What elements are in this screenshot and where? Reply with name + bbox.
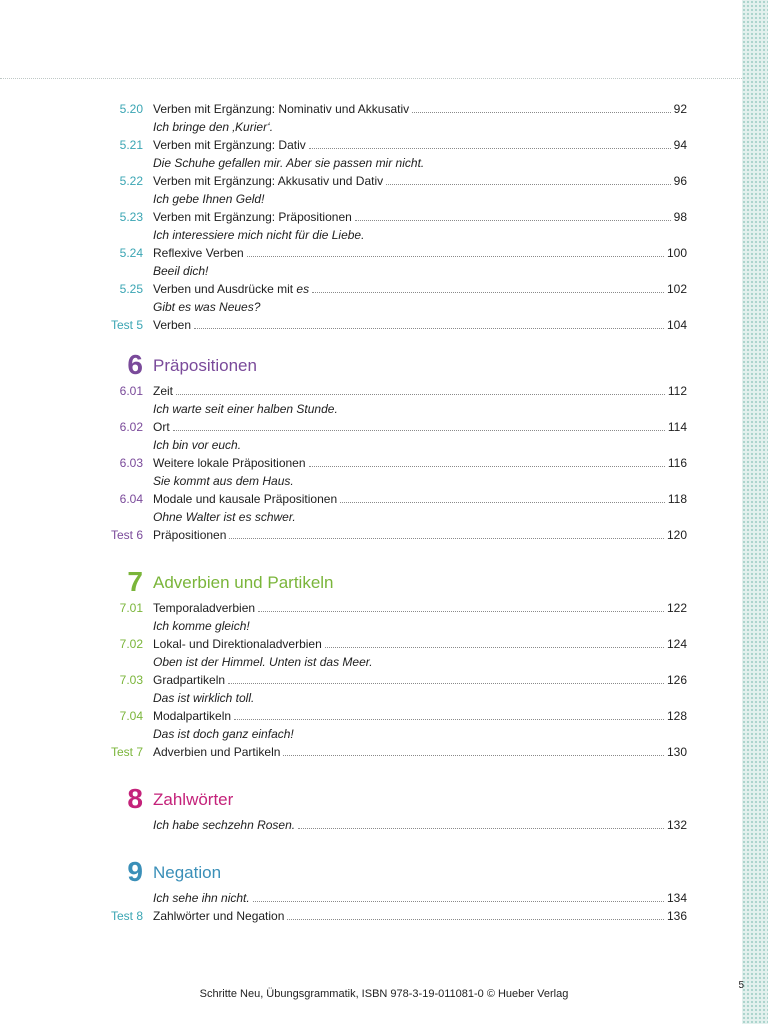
- entry-subtitle: Ich warte seit einer halben Stunde.: [153, 402, 338, 416]
- dot-leader: [234, 719, 664, 720]
- entry-page: 112: [667, 384, 687, 398]
- dot-leader: [386, 184, 671, 185]
- table-of-contents: [0, 100, 742, 925]
- entry-number: 5.23: [119, 210, 143, 224]
- entry-title: [153, 280, 312, 298]
- entry-page: 114: [667, 420, 687, 434]
- section-5-entries: [0, 100, 742, 334]
- entry-title: Ich habe sechzehn Rosen.: [153, 818, 296, 832]
- chapter-7-entries: [0, 599, 742, 761]
- entry-title: Temporaladverbien: [153, 601, 256, 615]
- dot-leader: [194, 328, 664, 329]
- chapter-9-heading[interactable]: [0, 855, 742, 889]
- entry-subtitle-row: [0, 190, 742, 208]
- entry-title: Ich sehe ihn nicht.: [153, 891, 250, 905]
- entry-page: 132: [666, 818, 687, 832]
- entry-title: Weitere lokale Präpositionen: [153, 456, 306, 470]
- toc-entry[interactable]: [0, 816, 742, 834]
- chapter-9-entries: [0, 889, 742, 925]
- entry-number: 5.22: [119, 174, 143, 188]
- chapter-6-entries: [0, 382, 742, 544]
- toc-entry[interactable]: [0, 635, 742, 653]
- entry-number: 7.04: [119, 709, 143, 723]
- entry-subtitle: Das ist doch ganz einfach!: [153, 727, 294, 741]
- entry-subtitle: Ohne Walter ist es schwer.: [153, 510, 296, 524]
- entry-subtitle-row: [0, 154, 742, 172]
- entry-title: Zahlwörter und Negation: [153, 909, 285, 923]
- entry-subtitle: Ich gebe Ihnen Geld!: [153, 192, 265, 206]
- toc-entry[interactable]: [0, 599, 742, 617]
- toc-entry[interactable]: [0, 244, 742, 262]
- toc-entry[interactable]: [0, 671, 742, 689]
- entry-subtitle-row: [0, 298, 742, 316]
- entry-title: Verben mit Ergänzung: Dativ: [153, 138, 306, 152]
- entry-subtitle-row: [0, 725, 742, 743]
- entry-number: 6.03: [119, 456, 143, 470]
- toc-entry[interactable]: [0, 100, 742, 118]
- entry-page: 122: [666, 601, 687, 615]
- dot-leader: [247, 256, 664, 257]
- entry-subtitle-row: [0, 436, 742, 454]
- entry-subtitle-row: [0, 226, 742, 244]
- entry-subtitle-row: [0, 400, 742, 418]
- toc-entry[interactable]: [0, 208, 742, 226]
- entry-subtitle: Ich bringe den ‚Kurier‘.: [153, 120, 274, 134]
- entry-title-emphasis: es: [296, 282, 310, 296]
- entry-subtitle: Ich komme gleich!: [153, 619, 250, 633]
- entry-title: Lokal- und Direktionaladverbien: [153, 637, 322, 651]
- footer-copyright: Schritte Neu, Übungsgrammatik, ISBN 978-3-19-011081-0 © Hueber Verlag: [199, 988, 569, 1000]
- dot-leader: [309, 466, 665, 467]
- dot-leader: [340, 502, 665, 503]
- decorative-side-strip: [742, 0, 768, 1024]
- entry-subtitle-row: [0, 653, 742, 671]
- dot-leader: [309, 148, 671, 149]
- entry-title: Präpositionen: [153, 528, 227, 542]
- entry-page: 120: [666, 528, 687, 542]
- entry-page: 124: [666, 637, 687, 651]
- entry-subtitle-row: [0, 472, 742, 490]
- entry-title: Modale und kausale Präpositionen: [153, 492, 338, 506]
- dot-leader: [355, 220, 671, 221]
- chapter-8-entries: [0, 816, 742, 834]
- toc-entry[interactable]: [0, 280, 742, 298]
- entry-number: 5.20: [119, 102, 143, 116]
- entry-number: 5.25: [119, 282, 143, 296]
- entry-page: 136: [666, 909, 687, 923]
- dot-leader: [253, 901, 664, 902]
- toc-test-entry[interactable]: [0, 316, 742, 334]
- entry-title: Reflexive Verben: [153, 246, 244, 260]
- chapter-title: Zahlwörter: [153, 790, 234, 809]
- entry-page: 92: [673, 102, 687, 116]
- entry-page: 98: [673, 210, 687, 224]
- entry-page: 130: [666, 745, 687, 759]
- dot-leader: [258, 611, 664, 612]
- chapter-number: 8: [127, 783, 143, 814]
- chapter-title: Adverbien und Partikeln: [153, 573, 334, 592]
- dot-leader: [229, 538, 664, 539]
- entry-subtitle-row: [0, 118, 742, 136]
- dot-leader: [298, 828, 664, 829]
- entry-title: Gradpartikeln: [153, 673, 226, 687]
- dot-leader: [312, 292, 664, 293]
- toc-entry[interactable]: [0, 490, 742, 508]
- entry-subtitle-row: [0, 262, 742, 280]
- toc-test-entry[interactable]: [0, 743, 742, 761]
- toc-test-entry[interactable]: [0, 526, 742, 544]
- entry-number: 5.21: [119, 138, 143, 152]
- chapter-title: Präpositionen: [153, 356, 257, 375]
- entry-number: 5.24: [119, 246, 143, 260]
- chapter-8-heading[interactable]: [0, 782, 742, 816]
- entry-page: 116: [667, 456, 687, 470]
- entry-title: Verben mit Ergänzung: Präpositionen: [153, 210, 352, 224]
- entry-page: 118: [667, 492, 687, 506]
- chapter-number: 6: [127, 349, 143, 380]
- dot-leader: [287, 919, 664, 920]
- page-number: 5: [738, 980, 744, 991]
- entry-page: 94: [673, 138, 687, 152]
- entry-subtitle-row: [0, 508, 742, 526]
- entry-title: Verben mit Ergänzung: Akkusativ und Dativ: [153, 174, 384, 188]
- entry-subtitle-row: [0, 617, 742, 635]
- entry-title: Modalpartikeln: [153, 709, 232, 723]
- chapter-number: 9: [127, 856, 143, 887]
- entry-page: 100: [666, 246, 687, 260]
- entry-title-prefix: Verben und Ausdrücke mit: [153, 282, 297, 296]
- toc-entry[interactable]: [0, 889, 742, 907]
- chapter-7-heading[interactable]: [0, 565, 742, 599]
- entry-subtitle: Die Schuhe gefallen mir. Aber sie passen mir nicht.: [153, 156, 425, 170]
- dot-leader: [412, 112, 671, 113]
- entry-title: Verben mit Ergänzung: Nominativ und Akkusativ: [153, 102, 410, 116]
- toc-entry[interactable]: [0, 136, 742, 154]
- toc-entry[interactable]: [0, 172, 742, 190]
- test-label: Test 7: [110, 745, 143, 759]
- entry-page: 102: [666, 282, 687, 296]
- dot-leader: [173, 430, 665, 431]
- entry-subtitle: Sie kommt aus dem Haus.: [153, 474, 294, 488]
- entry-page: 126: [666, 673, 687, 687]
- test-label: Test 8: [110, 909, 143, 923]
- entry-number: 7.01: [119, 601, 143, 615]
- entry-title: Adverbien und Partikeln: [153, 745, 281, 759]
- dot-leader: [283, 755, 664, 756]
- chapter-number: 7: [127, 566, 143, 597]
- toc-entry[interactable]: [0, 454, 742, 472]
- entry-page: 104: [666, 318, 687, 332]
- toc-entry[interactable]: [0, 707, 742, 725]
- entry-title: Zeit: [153, 384, 174, 398]
- top-divider: [0, 78, 742, 79]
- entry-subtitle: Beeil dich!: [153, 264, 209, 278]
- entry-subtitle: Ich interessiere mich nicht für die Liebe.: [153, 228, 365, 242]
- toc-entry[interactable]: [0, 418, 742, 436]
- dot-leader: [176, 394, 665, 395]
- entry-subtitle: Oben ist der Himmel. Unten ist das Meer.: [153, 655, 373, 669]
- entry-number: 6.02: [119, 420, 143, 434]
- dot-leader: [325, 647, 664, 648]
- toc-entry[interactable]: [0, 382, 742, 400]
- entry-title: Ort: [153, 420, 170, 434]
- entry-number: 6.04: [119, 492, 143, 506]
- chapter-title: Negation: [153, 863, 222, 882]
- entry-page: 128: [666, 709, 687, 723]
- entry-title: Verben: [153, 318, 192, 332]
- entry-subtitle: Das ist wirklich toll.: [153, 691, 255, 705]
- test-label: Test 6: [110, 528, 143, 542]
- test-label: Test 5: [110, 318, 143, 332]
- entry-number: 6.01: [119, 384, 143, 398]
- entry-number: 7.02: [119, 637, 143, 651]
- entry-page: 134: [666, 891, 687, 905]
- entry-number: 7.03: [119, 673, 143, 687]
- entry-page: 96: [673, 174, 687, 188]
- dot-leader: [228, 683, 664, 684]
- toc-test-entry[interactable]: [0, 907, 742, 925]
- entry-subtitle-row: [0, 689, 742, 707]
- entry-subtitle: Ich bin vor euch.: [153, 438, 242, 452]
- chapter-6-heading[interactable]: [0, 348, 742, 382]
- entry-subtitle: Gibt es was Neues?: [153, 300, 261, 314]
